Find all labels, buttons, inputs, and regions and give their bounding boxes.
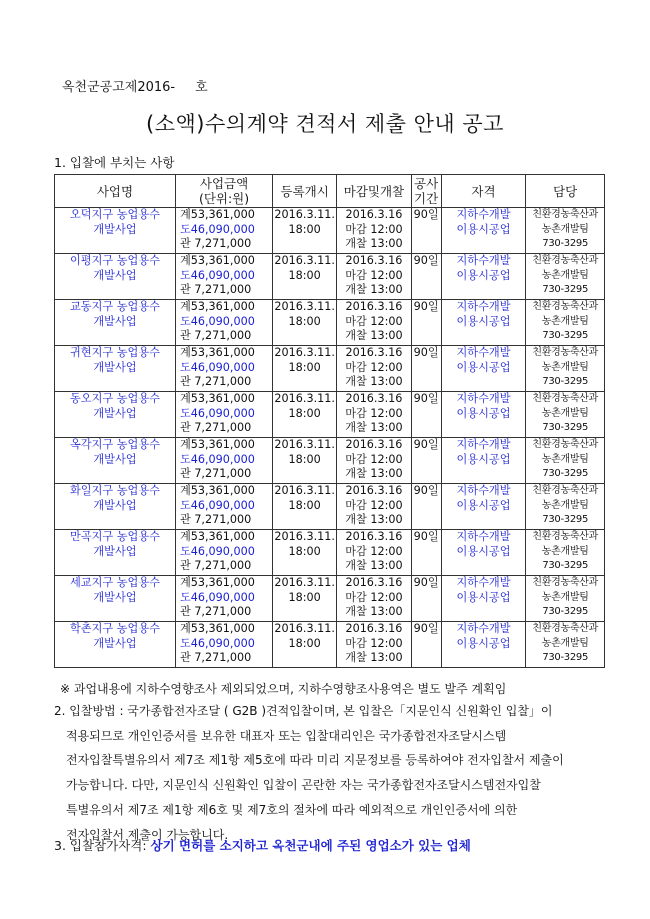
cell-contact: 친환경농축산과 농촌개발팀 730-3295 [526,576,605,622]
cell-period: 90일 [411,208,441,254]
section-2-line: 적용되므로 개인인증서를 보유한 대표자 또는 입찰대리인은 국가종합전자조달시스템 [66,728,507,743]
cell-amount: 계53,361,000 도46,090,000 관 7,271,000 [175,576,272,622]
cell-deadline: 2016.3.16 마감 12:00 개찰 13:00 [337,576,411,622]
cell-deadline: 2016.3.16 마감 12:00 개찰 13:00 [337,392,411,438]
cell-amount: 계53,361,000 도46,090,000 관 7,271,000 [175,622,272,668]
cell-contact: 친환경농축산과 농촌개발팀 730-3295 [526,438,605,484]
cell-deadline: 2016.3.16 마감 12:00 개찰 13:00 [337,438,411,484]
header-qualification: 자격 [441,175,526,208]
cell-contact: 친환경농축산과 농촌개발팀 730-3295 [526,300,605,346]
cell-project-name: 학촌지구 농업용수 개발사업 [55,622,176,668]
cell-project-name: 세교지구 농업용수 개발사업 [55,576,176,622]
cell-registration: 2016.3.11. 18:00 [273,622,337,668]
cell-registration: 2016.3.11. 18:00 [273,438,337,484]
cell-registration: 2016.3.11. 18:00 [273,484,337,530]
cell-contact: 친환경농축산과 농촌개발팀 730-3295 [526,530,605,576]
cell-contact: 친환경농축산과 농촌개발팀 730-3295 [526,254,605,300]
cell-contact: 친환경농축산과 농촌개발팀 730-3295 [526,392,605,438]
cell-amount: 계53,361,000 도46,090,000 관 7,271,000 [175,254,272,300]
cell-amount: 계53,361,000 도46,090,000 관 7,271,000 [175,530,272,576]
table-header-row [55,175,605,208]
cell-deadline: 2016.3.16 마감 12:00 개찰 13:00 [337,484,411,530]
cell-period: 90일 [411,484,441,530]
header-deadline: 마감및개찰 [337,175,411,208]
cell-qualification: 지하수개발 이용시공업 [441,484,526,530]
table-row [55,438,605,484]
section-2-line: 전자입찰서 제출이 가능합니다. [66,827,229,842]
table-row [55,576,605,622]
section-1-heading: 1. 입찰에 부치는 사항 [54,155,175,170]
cell-registration: 2016.3.11. 18:00 [273,392,337,438]
header-name: 사업명 [55,175,176,208]
cell-period: 90일 [411,622,441,668]
cell-qualification: 지하수개발 이용시공업 [441,392,526,438]
header-amount: 사업금액 (단위:원) [175,175,272,208]
section-3-qualification: 상기 면허를 소지하고 옥천군내에 주된 영업소가 있는 업체 [150,838,471,853]
section-2-line: 전자입찰특별유의서 제7조 제1항 제5호에 따라 미리 지문정보를 등록하여야 전자입찰서 제출이 [66,753,564,768]
cell-project-name: 만곡지구 농업용수 개발사업 [55,530,176,576]
table-row [55,346,605,392]
cell-qualification: 지하수개발 이용시공업 [441,346,526,392]
cell-qualification: 지하수개발 이용시공업 [441,254,526,300]
cell-project-name: 귀현지구 농업용수 개발사업 [55,346,176,392]
cell-qualification: 지하수개발 이용시공업 [441,576,526,622]
section-2-line: 가능합니다. 다만, 지문인식 신원확인 입찰이 곤란한 자는 국가종합전자조달시스템전자입찰 [66,778,541,793]
cell-registration: 2016.3.11. 18:00 [273,300,337,346]
cell-registration: 2016.3.11. 18:00 [273,254,337,300]
header-reg: 등록개시 [273,175,337,208]
table-row [55,254,605,300]
cell-contact: 친환경농축산과 농촌개발팀 730-3295 [526,622,605,668]
table-row [55,392,605,438]
cell-registration: 2016.3.11. 18:00 [273,208,337,254]
cell-registration: 2016.3.11. 18:00 [273,576,337,622]
cell-period: 90일 [411,530,441,576]
cell-amount: 계53,361,000 도46,090,000 관 7,271,000 [175,208,272,254]
cell-amount: 계53,361,000 도46,090,000 관 7,271,000 [175,438,272,484]
cell-amount: 계53,361,000 도46,090,000 관 7,271,000 [175,346,272,392]
cell-deadline: 2016.3.16 마감 12:00 개찰 13:00 [337,346,411,392]
section-3 [54,836,471,854]
cell-period: 90일 [411,300,441,346]
cell-registration: 2016.3.11. 18:00 [273,346,337,392]
cell-deadline: 2016.3.16 마감 12:00 개찰 13:00 [337,208,411,254]
cell-amount: 계53,361,000 도46,090,000 관 7,271,000 [175,392,272,438]
cell-project-name: 옥각지구 농업용수 개발사업 [55,438,176,484]
header-contact: 담당 [526,175,605,208]
table-row [55,484,605,530]
table-row [55,208,605,254]
section-2-line: 2. 입찰방법 : 국가종합전자조달 ( G2B )견적입찰이며, 본 입찰은「지문인식 신원확인 입찰」이 [54,704,553,718]
section-2-line: 특별유의서 제7조 제1항 제6호 및 제7호의 절차에 따라 예외적으로 개인인증서에 의한 [66,802,518,817]
cell-period: 90일 [411,438,441,484]
cell-qualification: 지하수개발 이용시공업 [441,300,526,346]
header-period: 공사 기간 [411,175,441,208]
section-2-paragraph [54,699,614,847]
bid-table [54,174,605,668]
cell-deadline: 2016.3.16 마감 12:00 개찰 13:00 [337,300,411,346]
cell-deadline: 2016.3.16 마감 12:00 개찰 13:00 [337,254,411,300]
cell-qualification: 지하수개발 이용시공업 [441,530,526,576]
cell-contact: 친환경농축산과 농촌개발팀 730-3295 [526,208,605,254]
note-text: ※ 과업내용에 지하수영향조사 제외되었으며, 지하수영향조사용역은 별도 발주 계획임 [60,682,507,696]
cell-period: 90일 [411,576,441,622]
page-title: (소액)수의계약 견적서 제출 안내 공고 [146,112,504,136]
table-row [55,530,605,576]
cell-deadline: 2016.3.16 마감 12:00 개찰 13:00 [337,622,411,668]
cell-project-name: 이평지구 농업용수 개발사업 [55,254,176,300]
cell-amount: 계53,361,000 도46,090,000 관 7,271,000 [175,484,272,530]
cell-contact: 친환경농축산과 농촌개발팀 730-3295 [526,346,605,392]
table-row [55,622,605,668]
cell-period: 90일 [411,392,441,438]
table-row [55,300,605,346]
doc-number: 옥천군공고제2016- 호 [62,80,208,95]
cell-amount: 계53,361,000 도46,090,000 관 7,271,000 [175,300,272,346]
cell-qualification: 지하수개발 이용시공업 [441,622,526,668]
cell-deadline: 2016.3.16 마감 12:00 개찰 13:00 [337,530,411,576]
section-3-label: 3. 입찰참가자격: [54,838,151,853]
cell-project-name: 교동지구 농업용수 개발사업 [55,300,176,346]
cell-qualification: 지하수개발 이용시공업 [441,438,526,484]
cell-period: 90일 [411,346,441,392]
cell-project-name: 화일지구 농업용수 개발사업 [55,484,176,530]
cell-project-name: 동오지구 농업용수 개발사업 [55,392,176,438]
cell-registration: 2016.3.11. 18:00 [273,530,337,576]
cell-contact: 친환경농축산과 농촌개발팀 730-3295 [526,484,605,530]
cell-qualification: 지하수개발 이용시공업 [441,208,526,254]
cell-period: 90일 [411,254,441,300]
cell-project-name: 오덕지구 농업용수 개발사업 [55,208,176,254]
